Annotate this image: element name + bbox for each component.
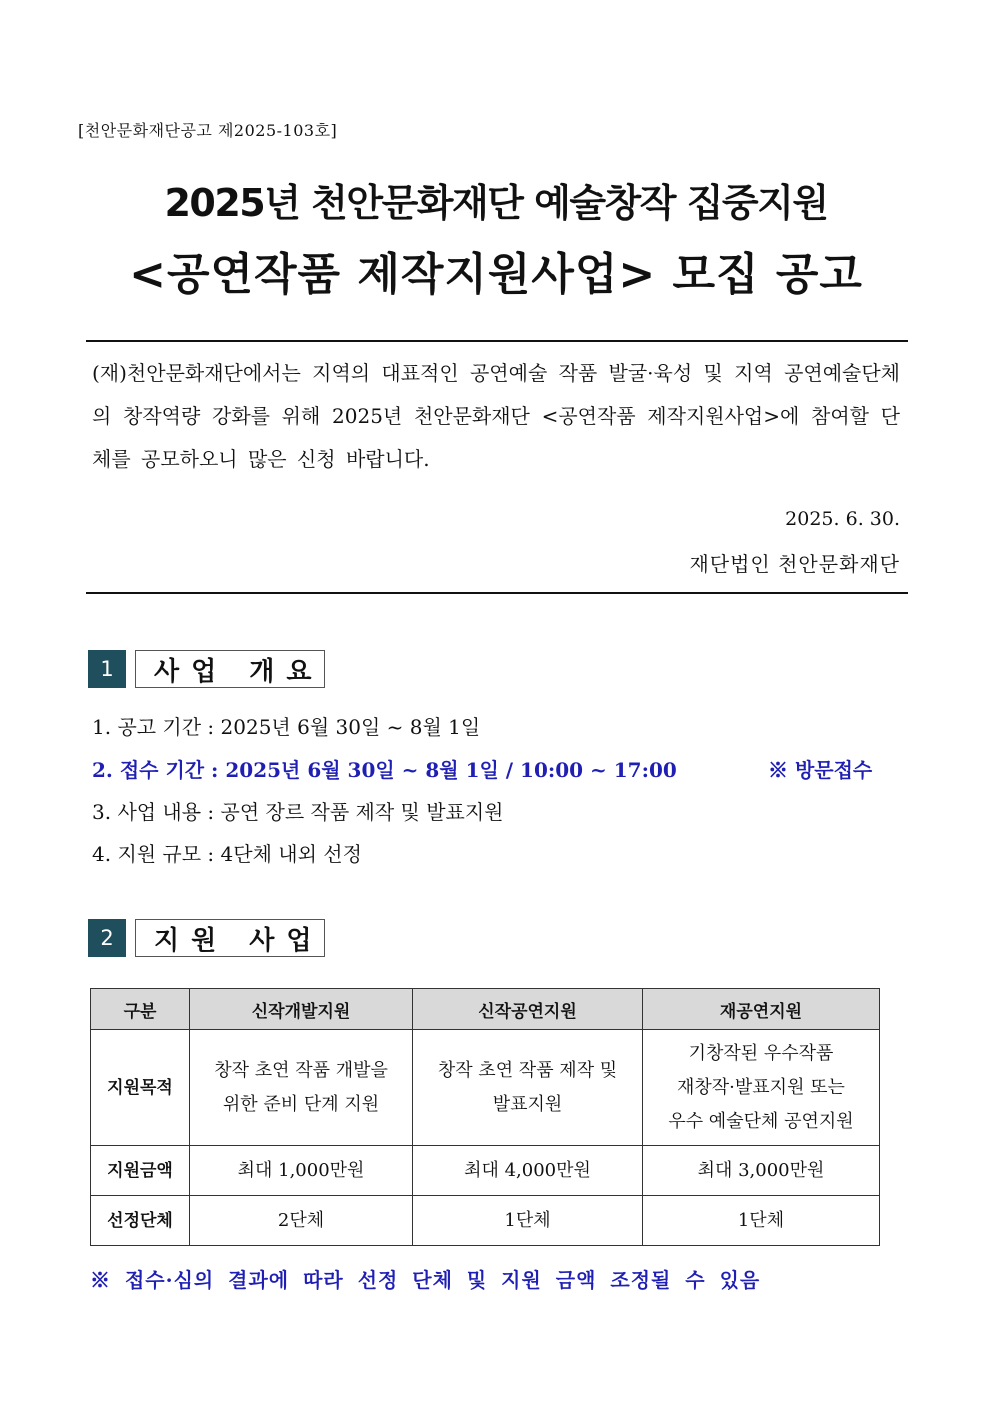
page-title-line2: <공연작품 제작지원사업> 모집 공고 bbox=[129, 249, 863, 300]
table-cell: 1단체 bbox=[642, 1196, 879, 1246]
table-header-row bbox=[91, 989, 880, 1030]
section2-title: 지원 사업 bbox=[135, 919, 325, 957]
table-row bbox=[91, 1030, 880, 1146]
top-divider bbox=[86, 340, 908, 342]
overview-item-1: 1. 공고 기간 : 2025년 6월 30일 ~ 8월 1일 bbox=[92, 715, 481, 739]
table-cell: 1단체 bbox=[413, 1196, 643, 1246]
row-label: 선정단체 bbox=[91, 1196, 190, 1246]
overview-item-3: 3. 사업 내용 : 공연 장르 작품 제작 및 발표지원 bbox=[92, 800, 504, 824]
table-header: 구분 bbox=[91, 989, 190, 1030]
section2-number: 2 bbox=[88, 919, 126, 957]
table-cell bbox=[190, 1030, 413, 1146]
cell-line: 우수 예술단체 공연지원 bbox=[668, 1110, 854, 1132]
row-label: 지원금액 bbox=[91, 1146, 190, 1196]
table-header: 재공연지원 bbox=[642, 989, 879, 1030]
support-table bbox=[90, 988, 880, 1246]
cell-line: 기창작된 우수작품 bbox=[688, 1042, 834, 1064]
table-header: 신작개발지원 bbox=[190, 989, 413, 1030]
section1-title: 사업 개요 bbox=[135, 650, 325, 688]
table-header: 신작공연지원 bbox=[413, 989, 643, 1030]
table-row bbox=[91, 1196, 880, 1246]
section1-number: 1 bbox=[88, 650, 126, 688]
bottom-divider bbox=[86, 592, 908, 594]
table-cell bbox=[413, 1030, 643, 1146]
row-label: 지원목적 bbox=[91, 1030, 190, 1146]
overview-item-4: 4. 지원 규모 : 4단체 내외 선정 bbox=[92, 842, 362, 866]
visit-note: ※ 방문접수 bbox=[768, 758, 873, 782]
table-cell: 최대 4,000만원 bbox=[413, 1146, 643, 1196]
cell-line: 위한 준비 단계 지원 bbox=[222, 1093, 380, 1115]
cell-line: 창작 초연 작품 제작 및 bbox=[437, 1059, 618, 1081]
notice-date: 2025. 6. 30. bbox=[785, 508, 900, 530]
table-cell bbox=[642, 1030, 879, 1146]
intro-paragraph: (재)천안문화재단에서는 지역의 대표적인 공연예술 작품 발굴·육성 및 지역 공연예술단체의 창작역량 강화를 위해 2025년 천안문화재단 <공연작품 제작지원사업>에 참여할 단체를 공모하오니 많은 신청 바랍니다. bbox=[92, 361, 900, 471]
notice-number: [천안문화재단공고 제2025-103호] bbox=[78, 121, 338, 140]
table-row bbox=[91, 1146, 880, 1196]
organization-name: 재단법인 천안문화재단 bbox=[689, 552, 900, 576]
table-cell: 최대 3,000만원 bbox=[642, 1146, 879, 1196]
table-cell: 2단체 bbox=[190, 1196, 413, 1246]
cell-line: 재창작·발표지원 또는 bbox=[677, 1076, 845, 1098]
page-title-line1: 2025년 천안문화재단 예술창작 집중지원 bbox=[164, 181, 828, 225]
adjustment-note: ※ 접수·심의 결과에 따라 선정 단체 및 지원 금액 조정될 수 있음 bbox=[90, 1268, 761, 1292]
cell-line: 발표지원 bbox=[492, 1093, 563, 1115]
overview-item-2: 2. 접수 기간 : 2025년 6월 30일 ~ 8월 1일 / 10:00 ~ 17:00 bbox=[92, 758, 677, 782]
table-cell: 최대 1,000만원 bbox=[190, 1146, 413, 1196]
cell-line: 창작 초연 작품 개발을 bbox=[214, 1059, 388, 1081]
